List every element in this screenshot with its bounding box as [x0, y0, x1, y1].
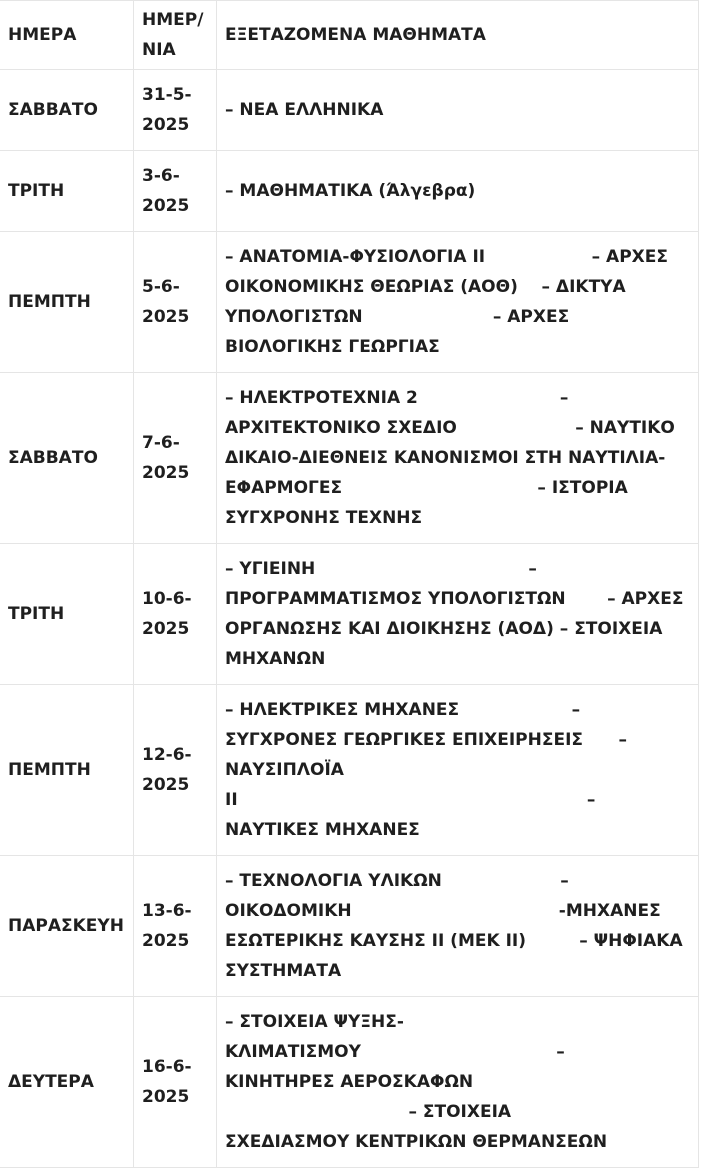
- subject-line: ΕΦΑΡΜΟΓΕΣ – ΙΣΤΟΡΙΑ: [225, 478, 628, 498]
- subject-line: ΣΥΣΤΗΜΑΤΑ: [225, 961, 342, 981]
- subjects-cell: [217, 373, 699, 544]
- table-row: [0, 856, 699, 997]
- subject-line: ΟΡΓΑΝΩΣΗΣ ΚΑΙ ΔΙΟΙΚΗΣΗΣ (ΑΟΔ) – ΣΤΟΙΧΕΙΑ: [225, 619, 663, 639]
- subject-line: ΣΧΕΔΙΑΣΜΟΥ ΚΕΝΤΡΙΚΩΝ ΘΕΡΜΑΝΣΕΩΝ: [225, 1132, 608, 1152]
- date-cell: 5-6-2025: [134, 232, 217, 373]
- subject-line: ΔΙΚΑΙΟ-ΔΙΕΘΝΕΙΣ ΚΑΝΟΝΙΣΜΟΙ ΣΤΗ ΝΑΥΤΙΛΙΑ-: [225, 448, 666, 468]
- subject-line: ΚΛΙΜΑΤΙΣΜΟΥ –: [225, 1042, 565, 1062]
- table-row: [0, 232, 699, 373]
- day-cell: ΠΕΜΠΤΗ: [0, 232, 134, 373]
- subjects-cell: [217, 997, 699, 1168]
- subject-line: – ΜΑΘΗΜΑΤΙΚΑ (Άλγεβρα): [225, 181, 476, 201]
- subject-line: ΠΡΟΓΡΑΜΜΑΤΙΣΜΟΣ ΥΠΟΛΟΓΙΣΤΩΝ – ΑΡΧΕΣ: [225, 589, 684, 609]
- table-row: [0, 151, 699, 232]
- day-cell: ΠΑΡΑΣΚΕΥΗ: [0, 856, 134, 997]
- subject-line: ΙΙ –: [225, 790, 596, 810]
- subject-line: – ΥΓΙΕΙΝΗ –: [225, 559, 537, 579]
- header-date: ΗΜΕΡ/ΝΙΑ: [134, 1, 217, 70]
- subject-line: – ΤΕΧΝΟΛΟΓΙΑ ΥΛΙΚΩΝ –: [225, 871, 569, 891]
- header-subjects: ΕΞΕΤΑΖΟΜΕΝΑ ΜΑΘΗΜΑΤΑ: [217, 1, 699, 70]
- date-cell: 13-6-2025: [134, 856, 217, 997]
- subjects-cell: [217, 856, 699, 997]
- subjects-cell: [217, 70, 699, 151]
- date-cell: 16-6-2025: [134, 997, 217, 1168]
- subject-line: – ΣΤΟΙΧΕΙΑ: [225, 1102, 512, 1122]
- header-day: ΗΜΕΡΑ: [0, 1, 134, 70]
- subject-line: ΥΠΟΛΟΓΙΣΤΩΝ – ΑΡΧΕΣ: [225, 307, 570, 327]
- subject-line: – ΑΝΑΤΟΜΙΑ-ΦΥΣΙΟΛΟΓΙΑ ΙΙ – ΑΡΧΕΣ: [225, 247, 669, 267]
- subject-line: – ΗΛΕΚΤΡΙΚΕΣ ΜΗΧΑΝΕΣ –: [225, 700, 581, 720]
- subjects-cell: [217, 232, 699, 373]
- table-row: [0, 997, 699, 1168]
- day-cell: ΣΑΒΒΑΤΟ: [0, 70, 134, 151]
- day-cell: ΔΕΥΤΕΡΑ: [0, 997, 134, 1168]
- day-cell: ΤΡΙΤΗ: [0, 151, 134, 232]
- table-row: [0, 70, 699, 151]
- subjects-cell: [217, 544, 699, 685]
- subjects-cell: [217, 685, 699, 856]
- date-cell: 10-6-2025: [134, 544, 217, 685]
- day-cell: ΤΡΙΤΗ: [0, 544, 134, 685]
- subject-line: – ΣΤΟΙΧΕΙΑ ΨΥΞΗΣ-: [225, 1012, 404, 1032]
- day-cell: ΣΑΒΒΑΤΟ: [0, 373, 134, 544]
- date-cell: 12-6-2025: [134, 685, 217, 856]
- subject-line: ΟΙΚΟΔΟΜΙΚΗ -ΜΗΧΑΝΕΣ: [225, 901, 661, 921]
- subject-line: ΣΥΓΧΡΟΝΕΣ ΓΕΩΡΓΙΚΕΣ ΕΠΙΧΕΙΡΗΣΕΙΣ –: [225, 730, 628, 750]
- subject-line: ΟΙΚΟΝΟΜΙΚΗΣ ΘΕΩΡΙΑΣ (ΑΟΘ) – ΔΙΚΤΥΑ: [225, 277, 626, 297]
- subject-line: ΜΗΧΑΝΩΝ: [225, 649, 326, 669]
- subject-line: ΕΣΩΤΕΡΙΚΗΣ ΚΑΥΣΗΣ ΙΙ (ΜΕΚ ΙΙ) – ΨΗΦΙΑΚΑ: [225, 931, 683, 951]
- date-cell: 31-5-2025: [134, 70, 217, 151]
- subject-line: ΝΑΥΤΙΚΕΣ ΜΗΧΑΝΕΣ: [225, 820, 420, 840]
- exam-schedule-body: [0, 1, 699, 1168]
- date-cell: 3-6-2025: [134, 151, 217, 232]
- subject-line: ΣΥΓΧΡΟΝΗΣ ΤΕΧΝΗΣ: [225, 508, 423, 528]
- subject-line: – ΝΕΑ ΕΛΛΗΝΙΚΑ: [225, 100, 384, 120]
- subject-line: ΝΑΥΣΙΠΛΟΪΑ: [225, 760, 344, 780]
- subject-line: ΑΡΧΙΤΕΚΤΟΝΙΚΟ ΣΧΕΔΙΟ – ΝΑΥΤΙΚΟ: [225, 418, 675, 438]
- table-header-row: [0, 1, 699, 70]
- date-cell: 7-6-2025: [134, 373, 217, 544]
- table-row: [0, 373, 699, 544]
- subjects-cell: [217, 151, 699, 232]
- day-cell: ΠΕΜΠΤΗ: [0, 685, 134, 856]
- subject-line: ΒΙΟΛΟΓΙΚΗΣ ΓΕΩΡΓΙΑΣ: [225, 337, 440, 357]
- table-row: [0, 685, 699, 856]
- subject-line: ΚΙΝΗΤΗΡΕΣ ΑΕΡΟΣΚΑΦΩΝ: [225, 1072, 474, 1092]
- table-row: [0, 544, 699, 685]
- subject-line: – ΗΛΕΚΤΡΟΤΕΧΝΙΑ 2 –: [225, 388, 569, 408]
